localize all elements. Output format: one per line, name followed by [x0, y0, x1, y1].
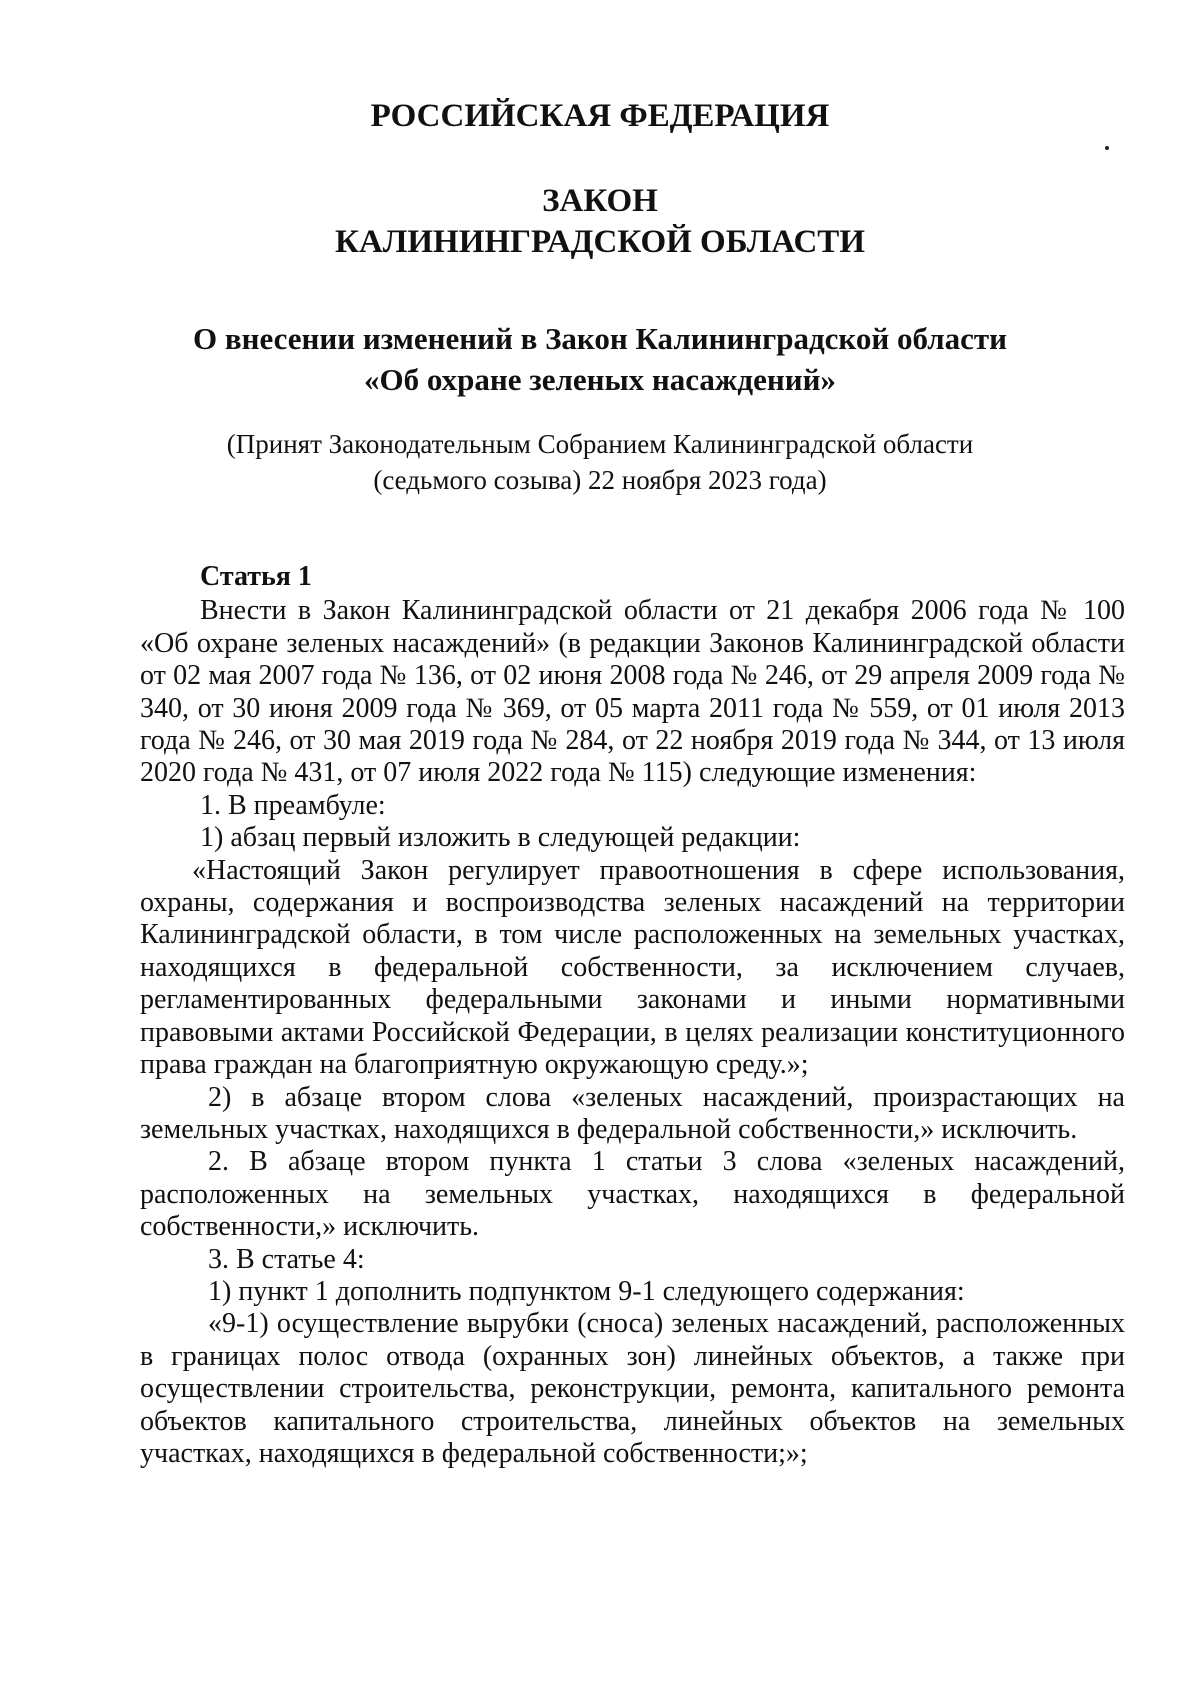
article-heading: Статья 1 [200, 561, 312, 592]
adoption-note-line1: (Принят Законодательным Собранием Калининградской области [226, 429, 974, 459]
article-body [140, 561, 1125, 1470]
law-heading-line2: КАЛИНИНГРАДСКОЙ ОБЛАСТИ [335, 224, 865, 260]
adoption-note-line2: (седьмого созыва) 22 ноября 2023 года) [373, 465, 827, 495]
article-paragraph: «9-1) осуществление вырубки (сноса) зеленых насаждений, расположенных в границах полос отвода (охранных зон) линейных объектов, а также при осуществлении строительства, реконструкции, ремонта, капитального ремонта объектов капитального строительства, линейных объектов на земельных участках, находящихся в федеральной собственности;»; [140, 1308, 1125, 1469]
article-paragraph: 2. В абзаце втором пункта 1 статьи 3 слова «зеленых насаждений, расположенных на земельных участках, находящихся в федеральной собственности,» исключить. [140, 1146, 1125, 1243]
article-paragraph: «Настоящий Закон регулирует правоотношения в сфере использования, охраны, содержания и воспроизводства зеленых насаждений на территории Калининградской области, в том числе расположенных на земельных участках, находящихся в федеральной собственности, за исключением случаев, регламентированных федеральными законами и иными нормативными правовыми актами Российской Федерации, в целях реализации конституционного права граждан на благоприятную окружающую среду.»; [140, 854, 1125, 1081]
article-paragraph: 1) абзац первый изложить в следующей редакции: [200, 822, 801, 854]
article-paragraph: 1. В преамбуле: [200, 789, 386, 821]
stray-dot [1105, 146, 1109, 150]
article-paragraph: 3. В статье 4: [208, 1243, 365, 1275]
article-paragraph: 1) пункт 1 дополнить подпунктом 9-1 следующего содержания: [208, 1275, 965, 1307]
law-title-line1: О внесении изменений в Закон Калининградской области [193, 321, 1007, 356]
article-paragraph: 2) в абзаце втором слова «зеленых насаждений, произрастающих на земельных участках, находящихся в федеральной собственности,» исключить. [140, 1081, 1125, 1145]
law-title-line2: «Об охране зеленых насаждений» [364, 362, 836, 397]
country-heading: РОССИЙСКАЯ ФЕДЕРАЦИЯ [370, 98, 830, 134]
law-heading-line1: ЗАКОН [542, 183, 658, 219]
article-paragraph: Внести в Закон Калининградской области от 21 декабря 2006 года № 100 «Об охране зеленых насаждений» (в редакции Законов Калининградской области от 02 мая 2007 года № 136, от 02 июня 2008 года № 246, от 29 апреля 2009 года № 340, от 30 июня 2009 года № 369, от 05 марта 2011 года № 559, от 01 июля 2013 года № 246, от 30 мая 2019 года № 284, от 22 ноября 2019 года № 344, от 13 июля 2020 года № 431, от 07 июля 2022 года № 115) следующие изменения: [140, 595, 1125, 789]
